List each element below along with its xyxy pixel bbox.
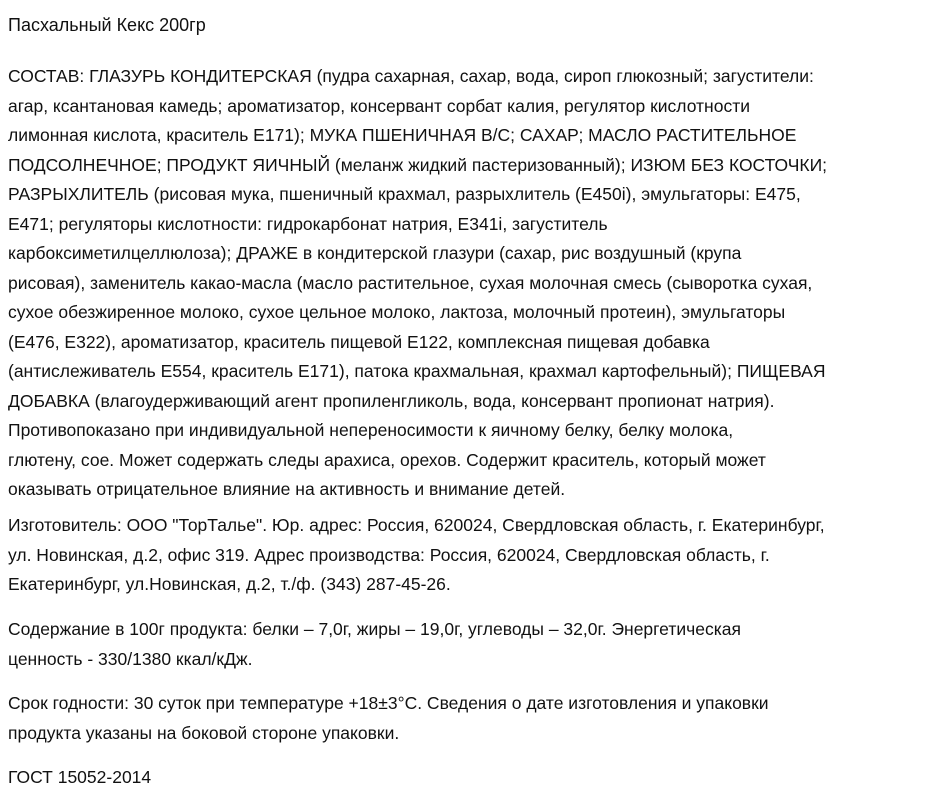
gost-standard bbox=[8, 763, 934, 793]
nutrition-line: Содержание в 100г продукта: белки – 7,0г, жиры – 19,0г, углеводы – 32,0г. Энергетическая bbox=[8, 619, 741, 639]
composition-line: ПОДСОЛНЕЧНОЕ; ПРОДУКТ ЯИЧНЫЙ (меланж жидкий пастеризованный); ИЗЮМ БЕЗ КОСТОЧКИ; bbox=[8, 154, 828, 175]
composition-paragraph bbox=[8, 62, 934, 505]
shelf-life-paragraph bbox=[8, 689, 934, 748]
manufacturer-line: Екатеринбург, ул.Новинская, д.2, т./ф. (343) 287-45-26. bbox=[8, 574, 451, 594]
composition-line: (антислеживатель Е554, краситель Е171), патока крахмальная, крахмал картофельный); ПИЩЕВАЯ bbox=[8, 361, 826, 381]
product-title: Пасхальный Кекс 200гр bbox=[8, 15, 206, 35]
composition-line: сухое обезжиренное молоко, сухое цельное молоко, лактоза, молочный протеин), эмульгаторы bbox=[8, 302, 786, 322]
composition-line: рисовая), заменитель какао-масла (масло растительное, сухая молочная смесь (сыворотка сухая, bbox=[8, 272, 813, 293]
nutrition-paragraph bbox=[8, 615, 934, 674]
composition-line: карбоксиметилцеллюлоза); ДРАЖЕ в кондитерской глазури (сахар, рис воздушный (крупа bbox=[8, 243, 742, 263]
manufacturer-paragraph bbox=[8, 511, 934, 600]
nutrition-line: ценность - 330/1380 ккал/кДж. bbox=[8, 648, 253, 669]
composition-line: Противопоказано при индивидуальной непереносимости к яичному белку, белку молока, bbox=[8, 420, 734, 440]
composition-line: оказывать отрицательное влияние на активность и внимание детей. bbox=[8, 479, 566, 499]
manufacturer-line: Изготовитель: ООО "ТорТалье". Юр. адрес: Россия, 620024, Свердловская область, г. Екатеринбург, bbox=[8, 515, 825, 535]
manufacturer-line: ул. Новинская, д.2, офис 319. Адрес производства: Россия, 620024, Свердловская область, г. bbox=[8, 544, 770, 565]
shelf-life-line: Срок годности: 30 суток при температуре +18±3°С. Сведения о дате изготовления и упаковки bbox=[8, 693, 769, 713]
gost-line: ГОСТ 15052-2014 bbox=[8, 767, 152, 787]
composition-line: СОСТАВ: ГЛАЗУРЬ КОНДИТЕРСКАЯ (пудра сахарная, сахар, вода, сироп глюкозный; загустители: bbox=[8, 66, 814, 86]
composition-line: агар, ксантановая камедь; ароматизатор, консервант сорбат калия, регулятор кислотности bbox=[8, 95, 750, 116]
composition-line: глютену, сое. Может содержать следы арахиса, орехов. Содержит краситель, который может bbox=[8, 449, 766, 470]
composition-line: (Е476, Е322), ароматизатор, краситель пищевой Е122, комплексная пищевая добавка bbox=[8, 331, 710, 352]
composition-line: Е471; регуляторы кислотности: гидрокарбонат натрия, Е341i, загуститель bbox=[8, 213, 608, 234]
composition-line: ДОБАВКА (влагоудерживающий агент пропиленгликоль, вода, консервант пропионат натрия). bbox=[8, 390, 775, 411]
composition-line: лимонная кислота, краситель Е171); МУКА ПШЕНИЧНАЯ В/С; САХАР; МАСЛО РАСТИТЕЛЬНОЕ bbox=[8, 125, 797, 145]
shelf-life-line: продукта указаны на боковой стороне упаковки. bbox=[8, 722, 400, 743]
composition-line: РАЗРЫХЛИТЕЛЬ (рисовая мука, пшеничный крахмал, разрыхлитель (Е450i), эмульгаторы: Е475, bbox=[8, 184, 801, 204]
